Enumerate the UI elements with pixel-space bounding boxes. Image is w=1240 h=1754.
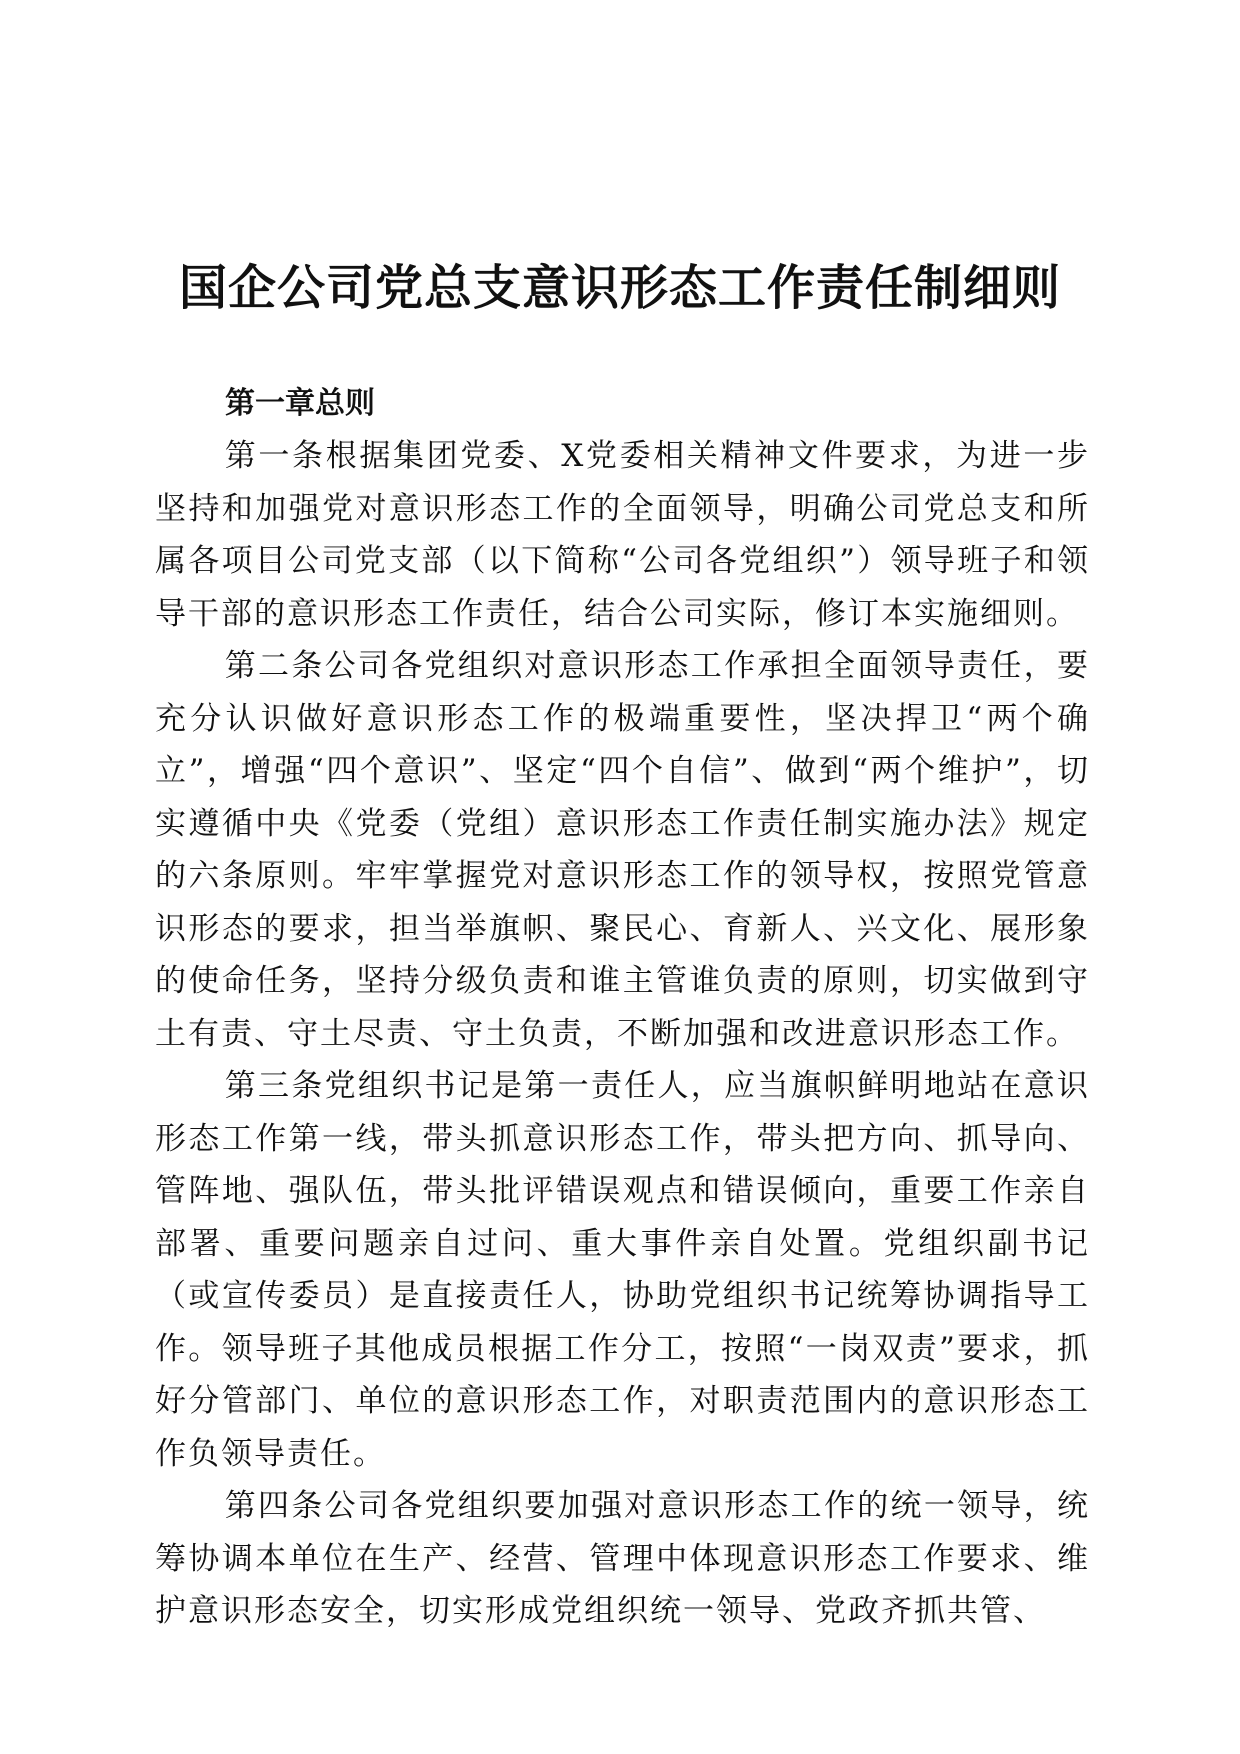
article-3: 第三条党组织书记是第一责任人，应当旗帜鲜明地站在意识形态工作第一线，带头抓意识形态工作，带头把方向、抓导向、管阵地、强队伍，带头批评错误观点和错误倾向，重要工作亲自部署、重要问题亲自过问、重大事件亲自处置。党组织副书记（或宣传委员）是直接责任人，协助党组织书记统筹协调指导工作。领导班子其他成员根据工作分工，按照“一岗双责”要求，抓好分管部门、单位的意识形态工作，对职责范围内的意识形态工作负领导责任。 <box>155 1068 1090 1472</box>
document-title: 国企公司党总支意识形态工作责任制细则 <box>178 260 1061 316</box>
chapter-heading: 第一章总则 <box>225 386 375 421</box>
article-1: 第一条根据集团党委、X党委相关精神文件要求，为进一步坚持和加强党对意识形态工作的全面领导，明确公司党总支和所属各项目公司党支部（以下简称“公司各党组织”）领导班子和领导干部的意识形态工作责任，结合公司实际，修订本实施细则。 <box>155 438 1090 632</box>
article-4: 第四条公司各党组织要加强对意识形态工作的统一领导，统筹协调本单位在生产、经营、管理中体现意识形态工作要求、维护意识形态安全，切实形成党组织统一领导、党政齐抓共管、 <box>155 1488 1090 1629</box>
document-body <box>155 378 1090 1638</box>
article-2: 第二条公司各党组织对意识形态工作承担全面领导责任，要充分认识做好意识形态工作的极端重要性，坚决捍卫“两个确立”，增强“四个意识”、坚定“四个自信”、做到“两个维护”，切实遵循中央《党委（党组）意识形态工作责任制实施办法》规定的六条原则。牢牢掌握党对意识形态工作的领导权，按照党管意识形态的要求，担当举旗帜、聚民心、育新人、兴文化、展形象的使命任务，坚持分级负责和谁主管谁负责的原则，切实做到守土有责、守土尽责、守土负责，不断加强和改进意识形态工作。 <box>155 648 1090 1052</box>
